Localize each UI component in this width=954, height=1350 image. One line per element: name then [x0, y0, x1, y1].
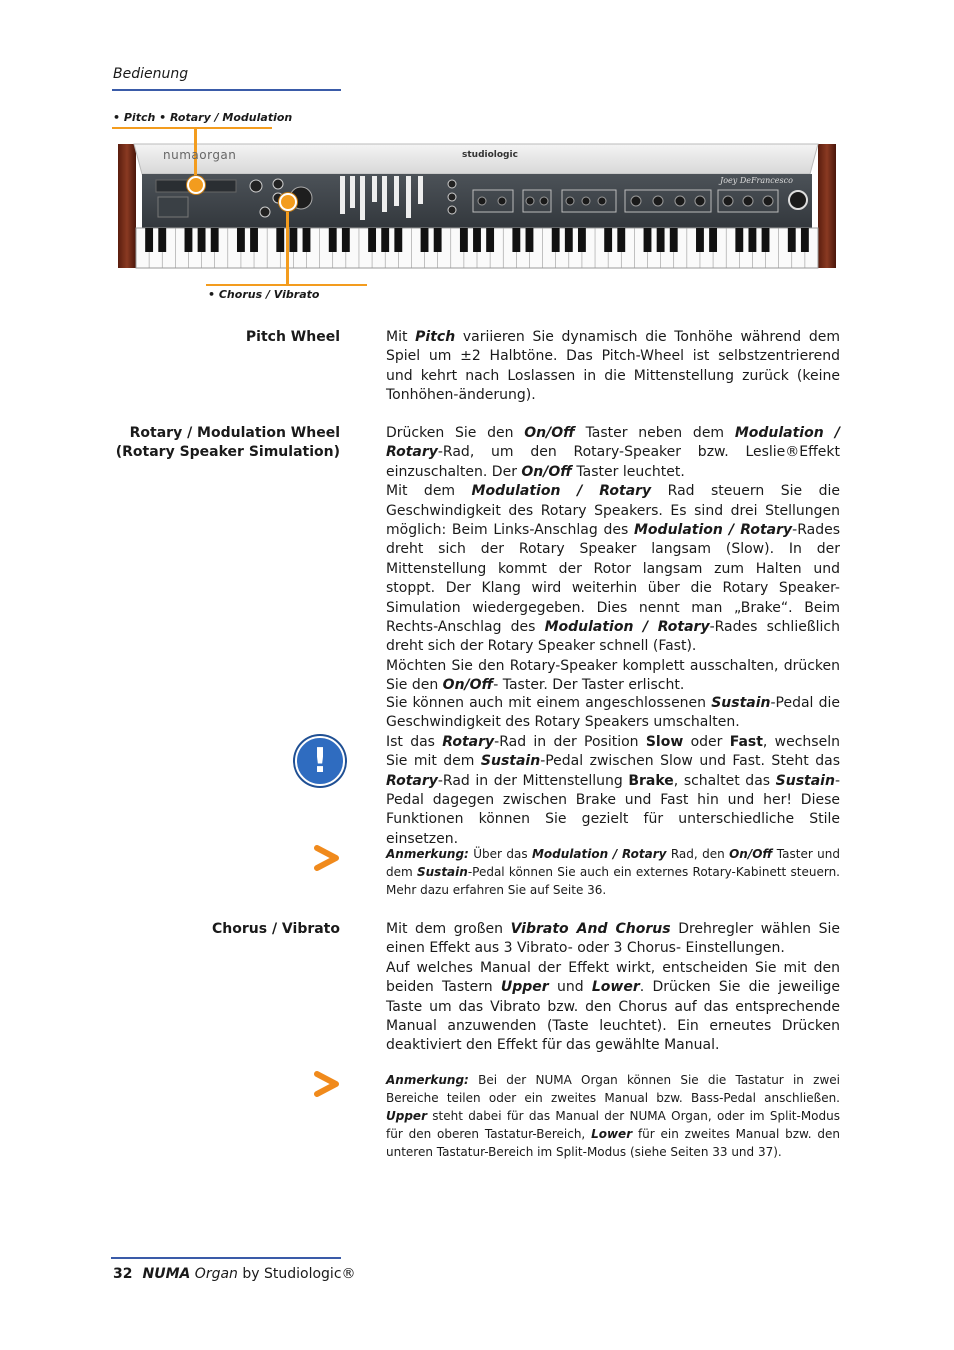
- organ-logo: numaorgan: [163, 148, 237, 162]
- important-icon: !: [295, 736, 345, 786]
- note-rotary-cabinet: Anmerkung: Über das Modulation / Rotary Rad, den On/Off Taster und dem Sustain-Pedal können Sie auch ein externes Rotary-Kabinett steuern. Mehr dazu erfahren Sie auf Seite 36.: [386, 847, 840, 897]
- signature: Joey DeFrancesco: [720, 176, 793, 185]
- chorus-text: Mit dem großen Vibrato And Chorus Drehregler wählen Sie einen Effekt aus 3 Vibrato- oder 3 Chorus- Einstellungen. Auf welches Manual der Effekt wirkt, entscheiden Sie mit den beiden Tastern Upper und Lower. Drücken Sie die jeweilige Taste um das Vibrato bzw. den Chorus auf das entsprechende Manual anzuwenden (Taste leuchtet). Ein erneutes Drücken deaktiviert den Effekt für das gewählte Manual.: [386, 921, 840, 1054]
- header-rule: [112, 89, 341, 91]
- callout-connector-bottom: [286, 200, 289, 286]
- brand-logo: studiologic: [462, 150, 518, 160]
- section-title: Bedienung: [113, 66, 189, 82]
- sustain-text: Sie können auch mit einem angeschlossenen Sustain-Pedal die Geschwindigkeit des Rotary Speakers umschalten. Ist das Rotary-Rad in der Position Slow oder Fast, wechseln Sie mit dem Sustain-Pedal zwischen Slow und Fast. Steht das Rotary-Rad in der Mittenstellung Brake, schaltet das Sustain-Pedal dagegen zwischen Brake und Fast hin und her! Diese Funktionen können Sie gezielt für unterschiedliche Stile einsetzen.: [386, 695, 840, 847]
- label-chorus-vibrato: Chorus / Vibrato: [212, 921, 340, 937]
- callout-marker-chorus: [279, 193, 297, 211]
- note-arrow-icon: [312, 844, 342, 872]
- rotary-text: Drücken Sie den On/Off Taster neben dem Modulation / Rotary-Rad, um den Rotary-Speaker bzw. Leslie®Effekt einzuschalten. Der On/Off Taster leuchtet. Mit dem Modulation / Rotary Rad steuern Sie die Geschwindigkeit des Rotary Speakers. Es sind drei Stellungen möglich: Beim Links-Anschlag des Modulation / Rotary-Rades dreht sich der Rotary Speaker langsam (Slow). In der Mittenstellung kommt der Rotor langsam zum Halten und stoppt. Der Klang wird weiterhin über die Rotary Speaker- Simulation wiedergegeben. Dies nennt man „Brake“. Beim Rechts-Anschlag des Modulation / Rotary-Rades schließlich dreht sich der Rotary Speaker schnell (Fast). Möchten Sie den Rotary-Speaker komplett ausschalten, drücken Sie den On/Off- Taster. Der Taster erlischt.: [386, 425, 841, 694]
- footer: 32 NUMA Organ by Studiologic®: [113, 1266, 356, 1282]
- label-rotary: Rotary / Modulation Wheel (Rotary Speaker Simulation): [115, 425, 340, 461]
- callout-marker-pitch: [187, 176, 205, 194]
- label-pitch-wheel: Pitch Wheel: [245, 329, 340, 345]
- callout-pitch-rotary: • Pitch • Rotary / Modulation: [113, 111, 293, 124]
- note-upper-lower: Anmerkung: Bei der NUMA Organ können Sie die Tastatur in zwei Bereiche teilen oder ein zweites Manual bzw. Bass-Pedal anschließen. Upper steht dabei für das Manual der NUMA Organ, oder im Split-Modus für den oberen Tastatur-Bereich, Lower für ein zweites Manual bzw. den unteren Tastatur-Bereich im Split-Modus (siehe Seiten 33 und 37).: [386, 1073, 840, 1159]
- callout-chorus-vibrato: • Chorus / Vibrato: [208, 288, 320, 301]
- callout-underline-top: [112, 127, 272, 129]
- note-arrow-icon: [312, 1070, 342, 1098]
- footer-rule: [111, 1257, 341, 1259]
- page-number: 32: [113, 1266, 133, 1282]
- pitch-text: Mit Pitch variieren Sie dynamisch die Tonhöhe während dem Spiel um ±2 Halbtöne. Das Pitch-Wheel ist selbstzentrierend und kehrt nach Loslassen in die Mittenstellung zurück (keine Tonhöhen-änderung).: [386, 329, 840, 404]
